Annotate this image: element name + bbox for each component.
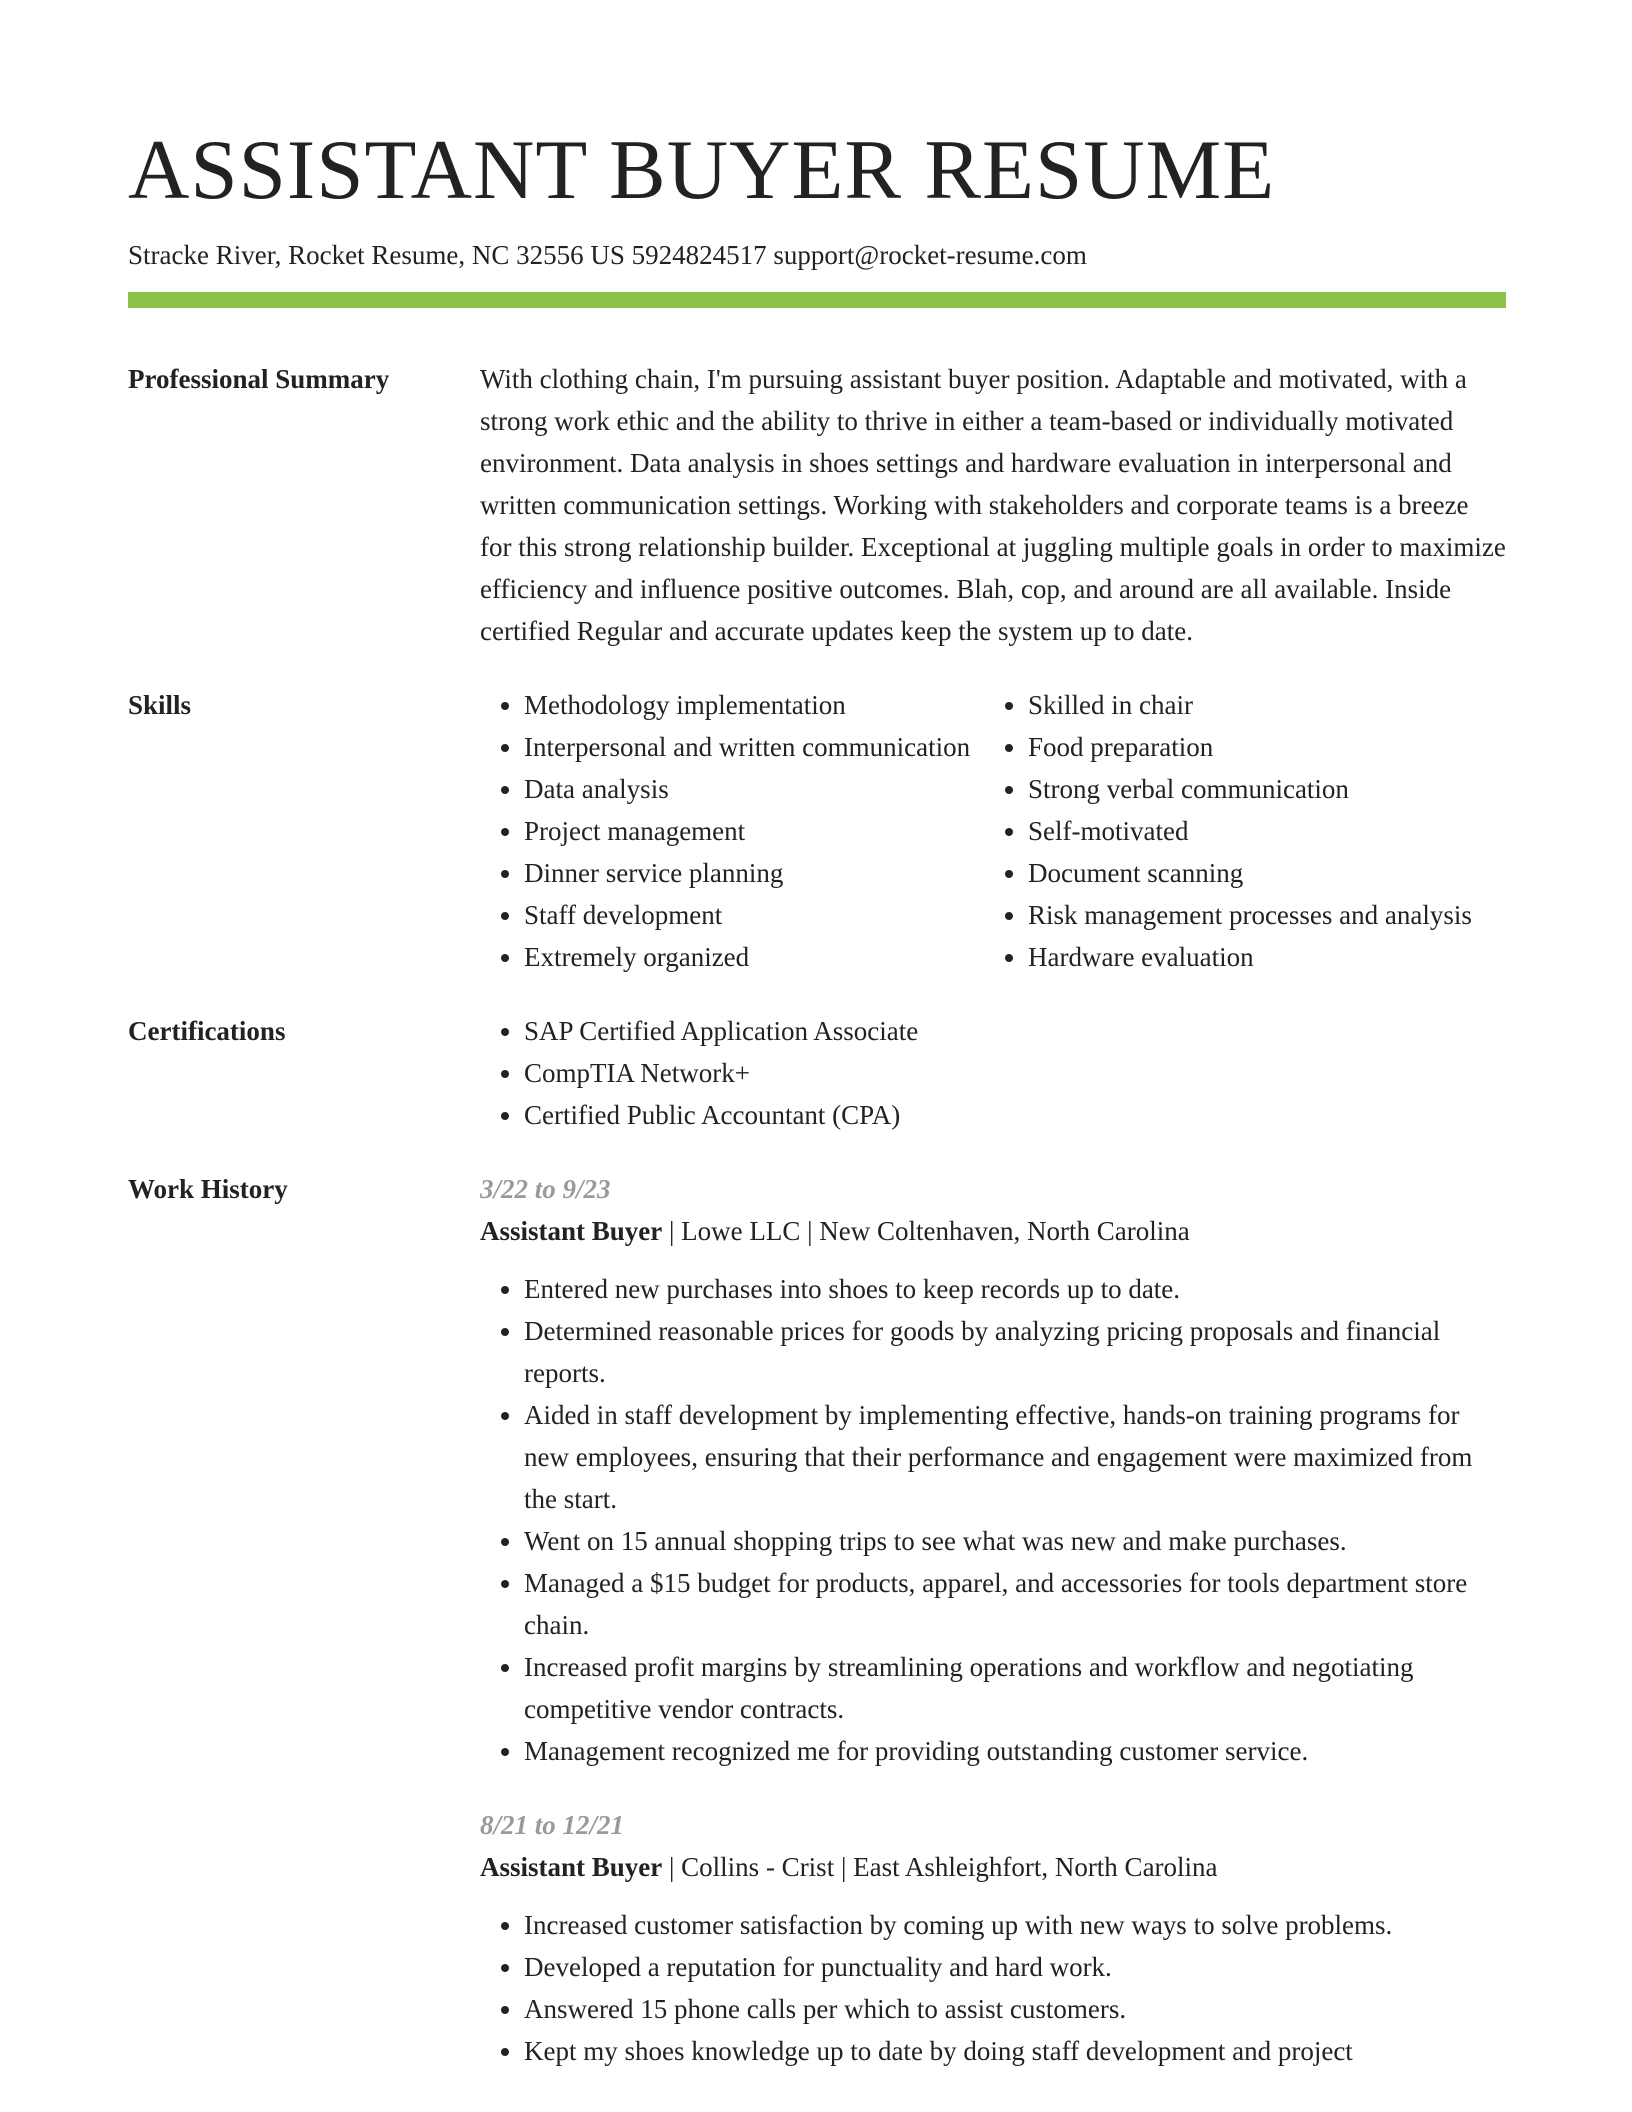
summary-body xyxy=(480,358,1506,652)
skill-item: • Extremely organized xyxy=(524,936,984,978)
job-bullet: • Determined reasonable prices for goods by analyzing pricing proposals and financial reports. xyxy=(524,1310,1506,1394)
job-bullet: • Increased profit margins by streamlining operations and workflow and negotiating competitive vendor contracts. xyxy=(524,1646,1506,1730)
job-entry xyxy=(480,1804,1506,2072)
certification-item: • CompTIA Network+ xyxy=(524,1052,1506,1094)
contact-line xyxy=(128,238,1506,272)
skill-item: • Risk management processes and analysis xyxy=(1028,894,1472,936)
skills-list-right xyxy=(984,684,1472,978)
job-employer-location: | Collins - Crist | East Ashleighfort, North Carolina xyxy=(662,1852,1218,1882)
job-title: Assistant Buyer xyxy=(480,1852,663,1882)
job-employer-location: | Lowe LLC | New Coltenhaven, North Carolina xyxy=(662,1216,1190,1246)
certification-item: • Certified Public Accountant (CPA) xyxy=(524,1094,1506,1136)
contact-phone: 5924824517 xyxy=(631,240,767,270)
job-bullet: • Increased customer satisfaction by coming up with new ways to solve problems. xyxy=(524,1904,1506,1946)
header-divider xyxy=(128,292,1506,308)
section-work-history xyxy=(128,1168,1506,2072)
job-bullet: • Entered new purchases into shoes to keep records up to date. xyxy=(524,1268,1506,1310)
section-skills xyxy=(128,684,1506,978)
skill-item: • Document scanning xyxy=(1028,852,1472,894)
skill-item: • Skilled in chair xyxy=(1028,684,1472,726)
job-bullet: • Kept my shoes knowledge up to date by doing staff development and project xyxy=(524,2030,1506,2072)
job-bullet: • Went on 15 annual shopping trips to see what was new and make purchases. xyxy=(524,1520,1506,1562)
job-dates: 8/21 to 12/21 xyxy=(480,1810,625,1840)
resume-page xyxy=(128,0,1506,2072)
job-bullets xyxy=(480,1268,1506,1772)
skills-columns xyxy=(480,684,1506,978)
job-bullets xyxy=(480,1904,1506,2072)
skill-item: • Staff development xyxy=(524,894,984,936)
section-label-certifications: Certifications xyxy=(128,1016,286,1046)
skill-item: • Dinner service planning xyxy=(524,852,984,894)
job-bullet: • Managed a $15 budget for products, apparel, and accessories for tools department store chain. xyxy=(524,1562,1506,1646)
skills-list-left xyxy=(480,684,984,978)
job-title: Assistant Buyer xyxy=(480,1216,663,1246)
job-heading xyxy=(480,1846,1506,1888)
skill-item: • Interpersonal and written communication xyxy=(524,726,984,768)
section-label-work-history: Work History xyxy=(128,1174,288,1204)
resume-title: ASSISTANT BUYER RESUME xyxy=(128,123,1276,217)
skill-item: • Methodology implementation xyxy=(524,684,984,726)
skill-item: • Self-motivated xyxy=(1028,810,1472,852)
skill-item: • Food preparation xyxy=(1028,726,1472,768)
section-label-skills: Skills xyxy=(128,690,192,720)
certifications-body xyxy=(480,1010,1506,1136)
section-certifications xyxy=(128,1010,1506,1136)
section-label-summary: Professional Summary xyxy=(128,364,390,394)
summary-text: With clothing chain, I'm pursuing assistant buyer position. Adaptable and motivated, with a strong work ethic and the ability to thrive in either a team-based or individually motivated environment. Data analysis in shoes settings and hardware evaluation in interpersonal and written communication settings. Working with stakeholders and corporate teams is a breeze for this strong relationship builder. Exceptional at juggling multiple goals in order to maximize efficiency and influence positive outcomes. Blah, cop, and around are all available. Inside certified Regular and accurate updates keep the system up to date. xyxy=(480,364,1506,646)
certification-item: • SAP Certified Application Associate xyxy=(524,1010,1506,1052)
section-professional-summary xyxy=(128,358,1506,652)
skill-item: • Project management xyxy=(524,810,984,852)
job-bullet: • Management recognized me for providing outstanding customer service. xyxy=(524,1730,1506,1772)
job-bullet: • Aided in staff development by implementing effective, hands-on training programs for new employees, ensuring that their performance and engagement were maximized from the start. xyxy=(524,1394,1506,1520)
work-history-body xyxy=(480,1168,1506,2072)
job-bullet: • Answered 15 phone calls per which to assist customers. xyxy=(524,1988,1506,2030)
contact-email: support@rocket-resume.com xyxy=(773,240,1087,270)
skill-item: • Hardware evaluation xyxy=(1028,936,1472,978)
job-entry xyxy=(480,1168,1506,1772)
job-dates: 3/22 to 9/23 xyxy=(480,1174,611,1204)
skill-item: • Data analysis xyxy=(524,768,984,810)
contact-address: Stracke River, Rocket Resume, NC 32556 US xyxy=(128,240,625,270)
certifications-list xyxy=(480,1010,1506,1136)
job-heading xyxy=(480,1210,1506,1252)
skill-item: • Strong verbal communication xyxy=(1028,768,1472,810)
job-bullet: • Developed a reputation for punctuality and hard work. xyxy=(524,1946,1506,1988)
